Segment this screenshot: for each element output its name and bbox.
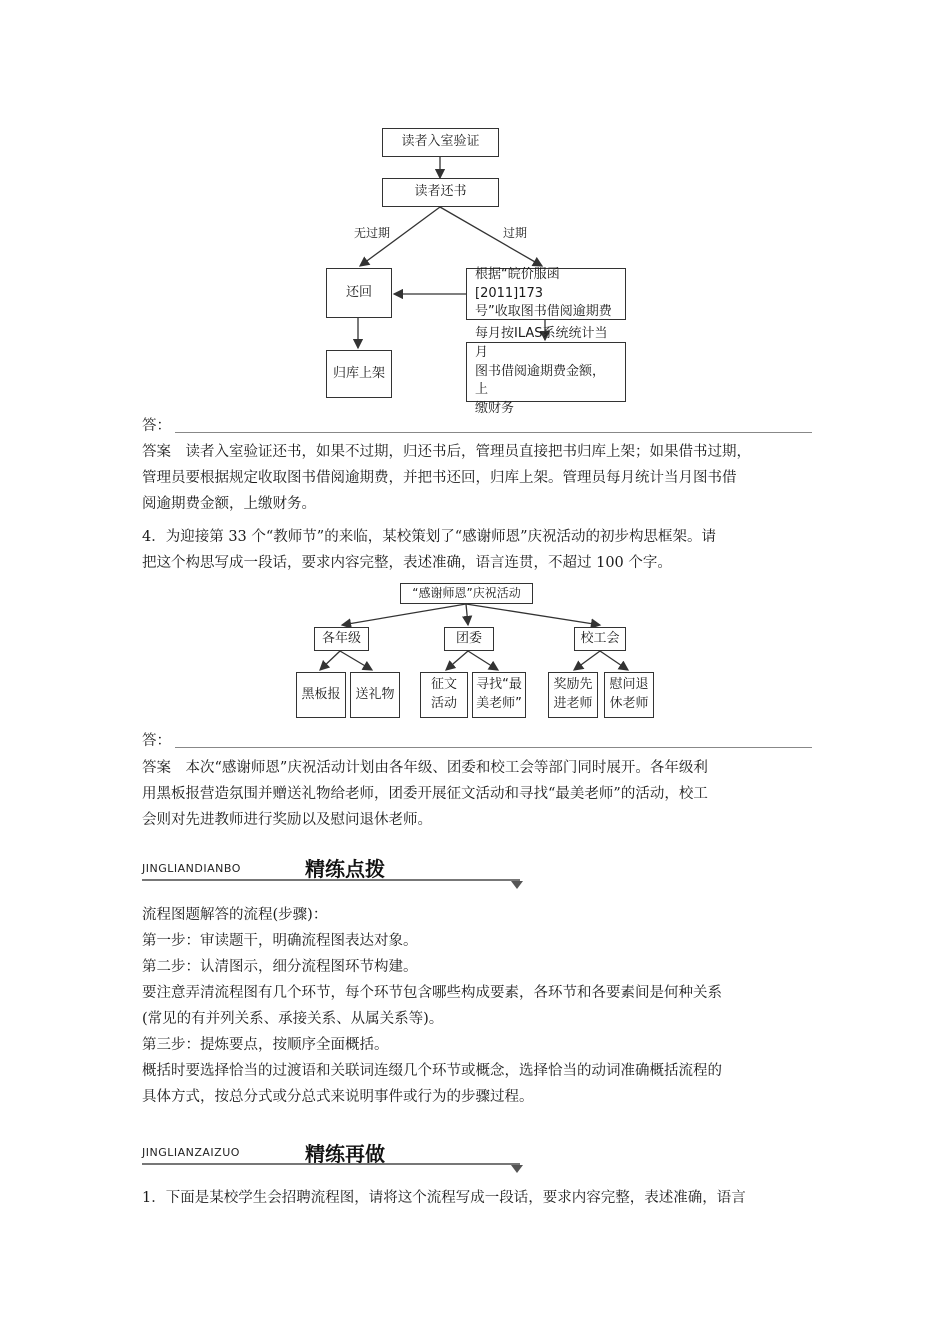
flow-box-label: 缴财务 (475, 401, 515, 417)
flow-box-monthly (466, 325, 626, 417)
flow-box-start (382, 128, 499, 157)
flow-box-label: 还回 (345, 284, 372, 300)
tree-leaf-visit (604, 672, 654, 718)
tree-leaf-find-teacher (472, 672, 526, 718)
guide-text-line: (常见的有并列关系、承接关系、从属关系等)。 (142, 1011, 444, 1027)
tree-node-league (444, 627, 494, 651)
guide-text-line: 第三步：提炼要点，按顺序全面概括。 (142, 1037, 389, 1053)
question-text-line: 4．为迎接第 33 个“教师节”的来临，某校策划了“感谢师恩”庆祝活动的初步构思框架。请 (142, 529, 717, 545)
flow-box-return (326, 268, 392, 318)
guide-text-line: 第二步：认清图示，细分流程图环节构建。 (142, 959, 418, 975)
tree-node-grade (314, 627, 369, 651)
flow-box-fee (466, 268, 626, 320)
flow-box-label: 读者还书 (414, 184, 467, 200)
flow-box-label: 黑板报 (301, 686, 341, 702)
section-title: 精练点拨 (305, 857, 385, 881)
flow-box-label: 活动 (430, 696, 457, 711)
answer-blank-line (175, 747, 812, 748)
flow-box-return-book (382, 178, 499, 207)
flow-box-label: “感谢师恩”庆祝活动 (412, 585, 521, 600)
tree-leaf-reward (548, 672, 598, 718)
question-text-line: 把这个构思写成一段话，要求内容完整，表述准确，语言连贯，不超过 100 个字。 (142, 555, 672, 571)
answer-text-line: 阅逾期费金额，上缴财务。 (142, 496, 316, 512)
answer-text-line: 用黑板报营造氛围并赠送礼物给老师，团委开展征文活动和寻找“最美老师”的活动，校工 (142, 786, 708, 802)
tree-leaf-blackboard (296, 672, 346, 718)
section-arrow-icon (511, 881, 523, 889)
flow-box-label: 征文 (430, 677, 457, 693)
guide-text-line: 第一步：审读题干，明确流程图表达对象。 (142, 933, 418, 949)
flow-box-label: 奖励先 (553, 677, 593, 693)
flow-box-label: 寻找“最 (476, 677, 522, 693)
tree-leaf-essay (420, 672, 468, 718)
guide-text-line: 概括时要选择恰当的过渡语和关联词连缀几个环节或概念，选择恰当的动词准确概括流程的 (142, 1063, 722, 1079)
branch-label-no-overdue: 无过期 (354, 226, 391, 240)
flow-box-label: 团委 (455, 630, 482, 646)
flow-box-label: 进老师 (553, 696, 593, 711)
flow-box-label: 根据“皖价服函[2011]173 (475, 266, 560, 301)
section-rule (142, 1163, 520, 1165)
flow-box-label: 图书借阅逾期费金额，上 (475, 363, 606, 398)
guide-text-line: 要注意弄清流程图有几个环节，每个环节包含哪些构成要素，各环节和各要素间是何种关系 (142, 985, 722, 1001)
answer-text-line: 答案 读者入室验证还书，如果不过期，归还书后，管理员直接把书归库上架；如果借书过期， (142, 444, 751, 460)
tree-leaf-gift (350, 672, 400, 718)
tree-node-union (574, 627, 626, 651)
flow-box-label: 读者入室验证 (401, 134, 480, 150)
section-rule (142, 879, 520, 881)
flow-box-label: 慰问退 (609, 677, 649, 693)
flow-box-label: 送礼物 (355, 686, 395, 702)
answer-text-line: 管理员要根据规定收取图书借阅逾期费，并把书还回，归库上架。管理员每月统计当月图书借 (142, 470, 737, 486)
answer-text-line: 会则对先进教师进行奖励以及慰问退休老师。 (142, 812, 432, 828)
flow-box-label: 美老师” (476, 696, 522, 711)
flow-box-label: 号”收取图书借阅逾期费 (475, 304, 612, 320)
guide-text-line: 流程图题解答的流程(步骤)： (142, 907, 328, 923)
tree-root (400, 583, 533, 604)
flow-box-label: 每月按ILAS系统统计当月 (475, 325, 608, 360)
guide-text-line: 具体方式，按总分式或分总式来说明事件或行为的步骤过程。 (142, 1089, 534, 1105)
answer-prompt: 答： (142, 418, 171, 434)
answer-text-line: 答案 本次“感谢师恩”庆祝活动计划由各年级、团委和校工会等部门同时展开。各年级利 (142, 760, 708, 776)
flow-box-label: 归库上架 (332, 365, 385, 381)
flow-box-label: 休老师 (609, 696, 649, 711)
branch-label-overdue: 过期 (503, 226, 528, 240)
section-pinyin: JINGLIANZAIZUO (142, 1146, 240, 1159)
section-title: 精练再做 (305, 1142, 385, 1166)
section-pinyin: JINGLIANDIANBO (142, 862, 241, 875)
flow-box-label: 各年级 (321, 630, 361, 646)
section-arrow-icon (511, 1165, 523, 1173)
answer-prompt: 答： (142, 733, 171, 749)
answer-blank-line (175, 432, 812, 433)
flow-box-shelf (326, 350, 392, 398)
question-text-line: 1．下面是某校学生会招聘流程图，请将这个流程写成一段话，要求内容完整，表述准确，语言 (142, 1190, 746, 1206)
flow-box-label: 校工会 (580, 630, 620, 646)
